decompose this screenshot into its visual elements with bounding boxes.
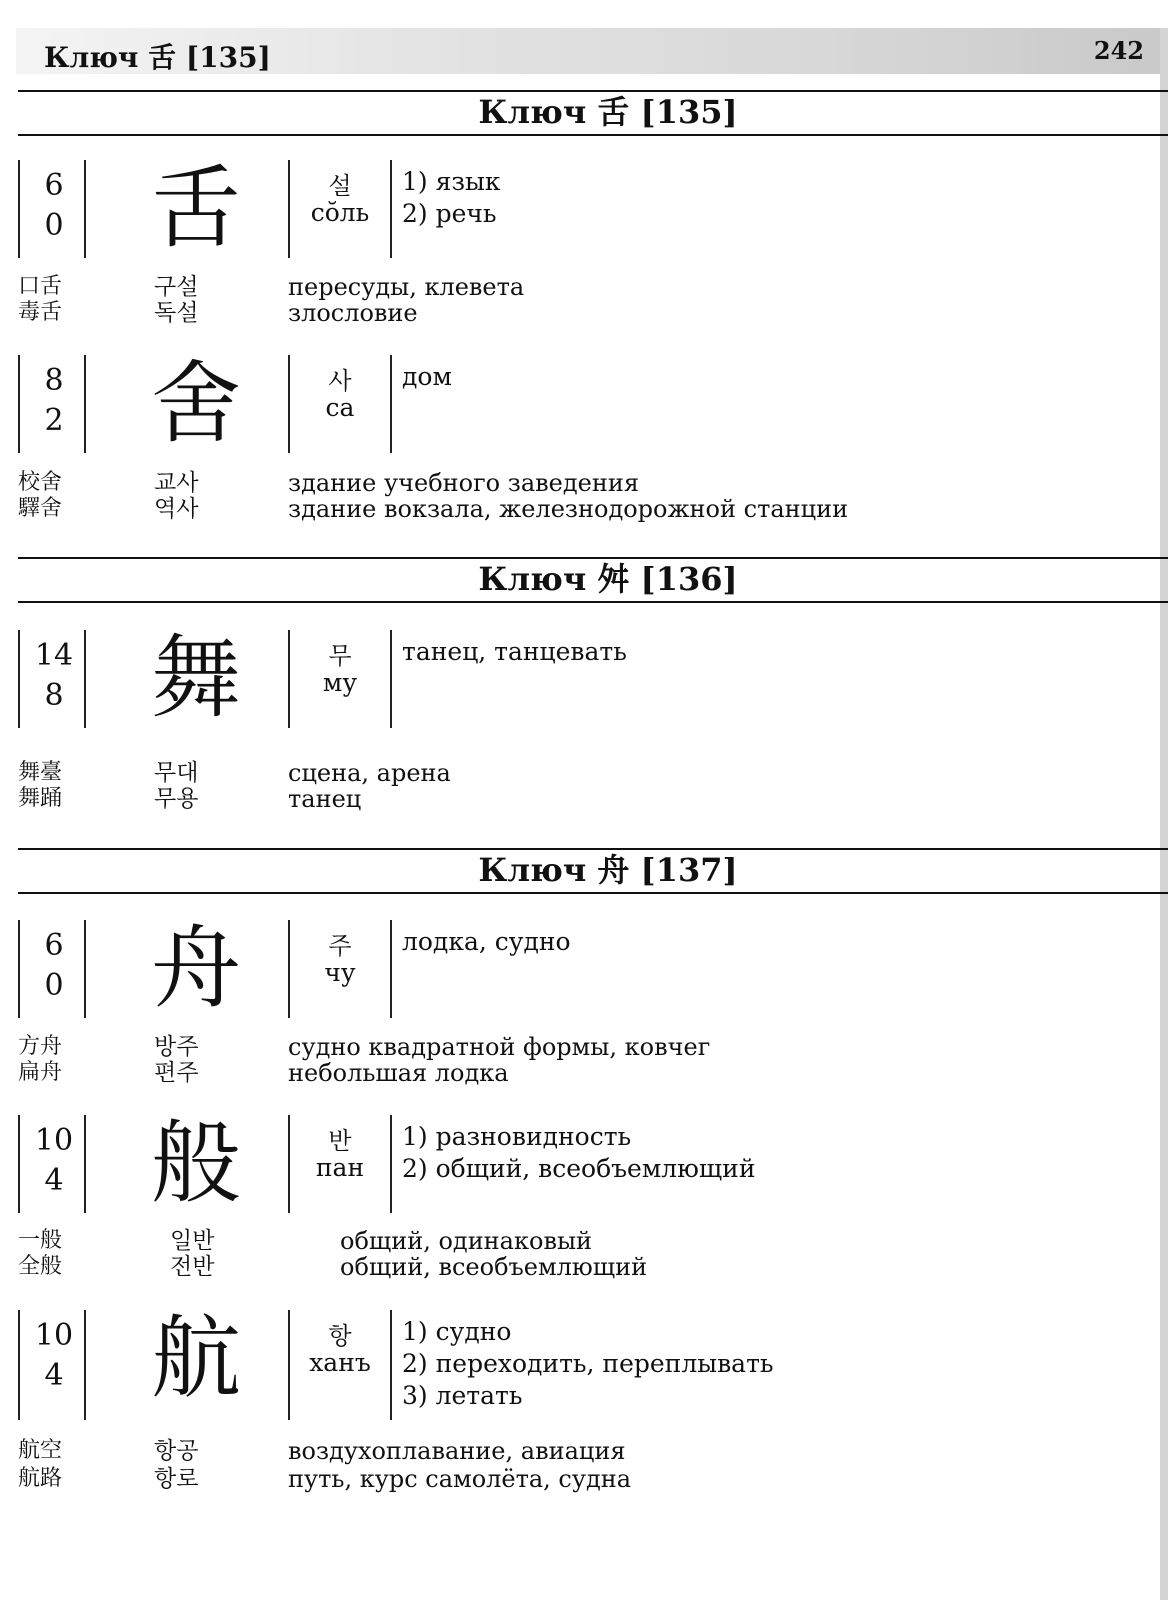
column-rule <box>84 355 86 453</box>
total-stroke-count: 14 <box>34 638 74 673</box>
section-rule-bottom <box>18 892 1168 894</box>
column-rule <box>84 1310 86 1420</box>
column-rule <box>390 1115 392 1213</box>
character-entry-舌 <box>18 156 1148 261</box>
meanings-list <box>402 926 571 958</box>
compound-row <box>18 470 1138 496</box>
character-entry-航 <box>18 1306 1148 1420</box>
meaning-line: 1) разновидность <box>402 1122 632 1151</box>
character-entry-般 <box>18 1111 1148 1216</box>
compound-meaning: злословие <box>288 299 418 327</box>
compound-row <box>18 1438 1138 1464</box>
hanja-character: 舍 <box>151 351 241 456</box>
radical-section-135 <box>18 90 1168 136</box>
column-rule <box>18 1115 20 1213</box>
meaning-line: лодка, судно <box>402 927 571 956</box>
column-rule <box>18 160 20 258</box>
compound-hanja: 一般 <box>18 1228 63 1253</box>
extra-stroke-count: 8 <box>44 678 64 713</box>
compound-hanja: 航空 <box>18 1438 63 1463</box>
compound-meaning: воздухоплавание, авиация <box>288 1437 626 1465</box>
compound-meaning: судно квадратной формы, ковчег <box>288 1033 711 1061</box>
cyrillic-reading: сŏль <box>310 198 370 227</box>
hangul-reading: 항 <box>328 1322 352 1350</box>
meaning-line: 3) летать <box>402 1381 523 1410</box>
column-rule <box>390 1310 392 1420</box>
compound-row <box>18 760 1138 786</box>
compound-hangul: 편주 <box>154 1060 199 1086</box>
meaning-line: 2) переходить, переплывать <box>402 1349 774 1378</box>
compound-row <box>18 786 1138 812</box>
compound-meaning: здание вокзала, железнодорожной станции <box>288 495 849 523</box>
compound-hanja: 扁舟 <box>18 1060 63 1085</box>
meaning-line: 2) речь <box>402 199 497 228</box>
compound-row <box>18 274 1138 300</box>
cyrillic-reading: му <box>322 668 358 697</box>
compound-hangul: 방주 <box>154 1034 199 1060</box>
compound-meaning: здание учебного заведения <box>288 469 639 497</box>
meanings-list <box>402 361 452 393</box>
compound-hangul: 전반 <box>170 1254 215 1280</box>
character-entry-舞 <box>18 626 1148 731</box>
compound-row <box>18 300 1138 326</box>
column-rule <box>390 630 392 728</box>
running-head-title: Ключ 舌 [135] <box>44 41 271 74</box>
hangul-reading: 사 <box>328 367 352 395</box>
compound-hanja: 驛舍 <box>18 496 63 521</box>
compound-meaning: пересуды, клевета <box>288 273 525 301</box>
hangul-reading: 설 <box>328 172 352 200</box>
compound-meaning: сцена, арена <box>288 759 451 787</box>
hangul-reading: 반 <box>328 1127 352 1155</box>
total-stroke-count: 10 <box>34 1123 74 1158</box>
compound-row <box>18 1254 1138 1280</box>
compound-meaning: общий, одинаковый <box>340 1227 593 1255</box>
compound-hangul: 교사 <box>154 470 199 496</box>
hanja-character: 般 <box>151 1111 241 1216</box>
column-rule <box>84 630 86 728</box>
compound-hangul: 무용 <box>154 786 199 812</box>
hanja-character: 舌 <box>151 156 241 261</box>
cyrillic-reading: ханъ <box>309 1348 371 1377</box>
compound-hanja: 校舍 <box>18 470 63 495</box>
compound-hangul: 항공 <box>154 1438 199 1464</box>
compound-hanja: 方舟 <box>18 1034 63 1059</box>
cyrillic-reading: пан <box>315 1153 365 1182</box>
compound-hangul: 항로 <box>154 1466 199 1492</box>
section-rule-top <box>18 90 1168 92</box>
total-stroke-count: 8 <box>44 363 64 398</box>
column-rule <box>18 920 20 1018</box>
compound-row <box>18 1466 1138 1492</box>
character-entry-舟 <box>18 916 1148 1021</box>
extra-stroke-count: 0 <box>44 968 64 1003</box>
section-rule-top <box>18 557 1168 559</box>
compound-meaning: небольшая лодка <box>288 1059 509 1087</box>
extra-stroke-count: 4 <box>44 1358 64 1393</box>
section-rule-bottom <box>18 134 1168 136</box>
radical-section-137 <box>18 848 1168 894</box>
hanja-character: 舟 <box>151 916 241 1021</box>
meaning-line: 1) язык <box>402 167 501 196</box>
compound-hangul: 무대 <box>154 760 199 786</box>
meanings-list <box>402 1316 774 1412</box>
section-heading: Ключ 舟 [137] <box>478 851 738 889</box>
column-rule <box>18 355 20 453</box>
radical-section-136 <box>18 557 1168 603</box>
compound-hanja: 舞臺 <box>18 760 63 785</box>
hanja-character: 舞 <box>151 626 241 731</box>
total-stroke-count: 6 <box>44 928 64 963</box>
page-edge-shadow <box>1160 28 1168 1600</box>
cyrillic-reading: чу <box>324 958 356 987</box>
compound-hanja: 口舌 <box>18 274 63 299</box>
compound-meaning: путь, курс самолёта, судна <box>288 1465 632 1493</box>
meanings-list <box>402 636 627 668</box>
column-rule <box>84 160 86 258</box>
meaning-line: танец, танцевать <box>402 637 627 666</box>
section-rule-bottom <box>18 601 1168 603</box>
meaning-line: 1) судно <box>402 1317 512 1346</box>
section-rule-top <box>18 848 1168 850</box>
compound-row <box>18 1060 1138 1086</box>
extra-stroke-count: 4 <box>44 1163 64 1198</box>
column-rule <box>84 920 86 1018</box>
cyrillic-reading: са <box>325 393 355 422</box>
meaning-line: 2) общий, всеобъемлющий <box>402 1154 756 1183</box>
meanings-list <box>402 1121 756 1185</box>
compound-row <box>18 1034 1138 1060</box>
compound-hanja: 舞踊 <box>18 786 63 811</box>
hangul-reading: 주 <box>328 932 352 960</box>
column-rule <box>84 1115 86 1213</box>
compound-meaning: танец <box>288 785 362 813</box>
meanings-list <box>402 166 501 230</box>
compound-hanja: 全般 <box>18 1254 63 1279</box>
hangul-reading: 무 <box>328 642 352 670</box>
column-rule <box>390 355 392 453</box>
section-heading: Ключ 舛 [136] <box>478 560 738 598</box>
page-number: 242 <box>1093 36 1144 65</box>
compound-hanja: 航路 <box>18 1466 63 1491</box>
compound-row <box>18 1228 1138 1254</box>
total-stroke-count: 6 <box>44 168 64 203</box>
total-stroke-count: 10 <box>34 1318 74 1353</box>
extra-stroke-count: 2 <box>44 403 64 438</box>
column-rule <box>390 920 392 1018</box>
compound-hangul: 독설 <box>154 300 199 326</box>
compound-hangul: 일반 <box>170 1228 215 1254</box>
column-rule <box>18 1310 20 1420</box>
compound-row <box>18 496 1138 522</box>
column-rule <box>18 630 20 728</box>
meaning-line: дом <box>402 362 452 391</box>
extra-stroke-count: 0 <box>44 208 64 243</box>
column-rule <box>390 160 392 258</box>
compound-hangul: 역사 <box>154 496 199 522</box>
compound-meaning: общий, всеобъемлющий <box>340 1253 648 1281</box>
section-heading: Ключ 舌 [135] <box>478 93 738 131</box>
hanja-character: 航 <box>151 1306 241 1411</box>
compound-hangul: 구설 <box>154 274 199 300</box>
character-entry-舍 <box>18 351 1148 456</box>
compound-hanja: 毒舌 <box>18 300 63 325</box>
